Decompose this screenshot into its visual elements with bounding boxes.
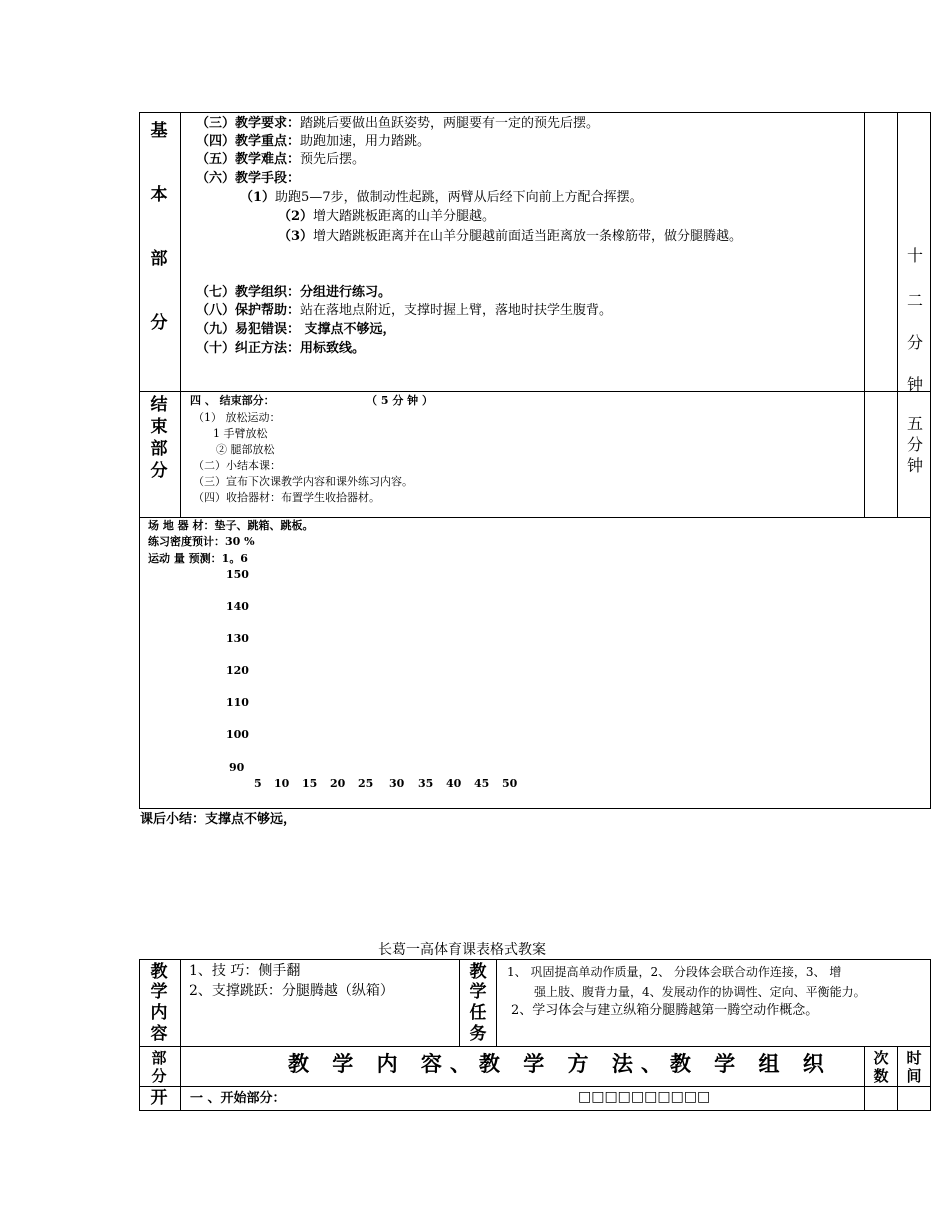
basic-section-char-1: 基 xyxy=(150,121,168,141)
basic-section-char-2: 本 xyxy=(150,185,168,205)
count-label-char-2: 数 xyxy=(873,1067,889,1085)
equipment-line: 场 地 器 材：垫子、跳箱、跳板。 xyxy=(148,519,314,532)
divider-row-header xyxy=(139,1046,931,1047)
end-line-5: （三）宣布下次课教学内容和课外练习内容。 xyxy=(193,475,413,488)
difficulty-line xyxy=(196,151,365,169)
x-tick-10: 10 xyxy=(274,777,290,790)
divider-bottom-task-right xyxy=(496,959,497,1046)
task-label-char-1: 教 xyxy=(469,962,487,982)
y-tick-130: 130 xyxy=(226,632,249,645)
content-item-1: 1、技 巧：侧手翻 xyxy=(189,963,301,979)
count-label-char-1: 次 xyxy=(873,1049,889,1067)
after-class-summary: 课后小结：支撑点不够远， xyxy=(140,812,297,827)
end-time-char-3: 钟 xyxy=(906,456,923,475)
common-error-text: 支撑点不够远， xyxy=(300,322,396,337)
means-item-3 xyxy=(278,228,742,246)
content-label-char-2: 学 xyxy=(150,982,168,1002)
y-tick-120: 120 xyxy=(226,664,249,677)
end-title-time: （ 5 分 钟 ） xyxy=(366,394,433,407)
correction-text: 用标致线。 xyxy=(300,341,366,356)
divider-bottom-label xyxy=(180,959,181,1111)
difficulty-head: （五）教学难点： xyxy=(196,152,301,167)
end-line-2: 1 手臂放松 xyxy=(213,427,268,440)
time-label-char-2: 间 xyxy=(906,1067,922,1085)
end-section-char-3: 部 xyxy=(150,439,168,459)
organization-line xyxy=(196,284,391,302)
organization-text: 分组进行练习。 xyxy=(300,285,392,300)
end-line-3: ② 腿部放松 xyxy=(216,443,275,456)
divider-bottom-time xyxy=(897,1046,898,1111)
y-tick-150: 150 xyxy=(226,568,249,581)
means-line xyxy=(196,170,300,188)
protection-line xyxy=(196,302,612,320)
divider-row-end xyxy=(139,391,931,392)
x-tick-15: 15 xyxy=(302,777,318,790)
y-tick-110: 110 xyxy=(226,696,249,709)
task-line-1: 1、 巩固提高单动作质量，2、 分段体会联合动作连接，3、 增 xyxy=(507,965,842,979)
end-section-char-4: 分 xyxy=(150,461,168,481)
basic-time-char-3: 分 xyxy=(906,333,923,352)
requirement-text: 踏跳后要做出鱼跃姿势，两腿要有一定的预先后摆。 xyxy=(300,116,600,131)
load-line: 运动 量 预测：1。6 xyxy=(148,552,248,565)
divider-col-count xyxy=(864,112,865,517)
start-time-glyphs: □□□□□□□□□□ xyxy=(578,1089,711,1105)
protection-head: （八）保护帮助： xyxy=(196,303,301,318)
density-line: 练习密度预计：30 % xyxy=(148,535,255,548)
divider-bottom-count xyxy=(864,1046,865,1111)
x-tick-5: 5 xyxy=(254,777,262,790)
means-head: （六）教学手段： xyxy=(196,171,301,186)
end-title: 四 、 结束部分： xyxy=(190,394,275,407)
difficulty-text: 预先后摆。 xyxy=(300,152,366,167)
x-tick-30: 30 xyxy=(389,777,405,790)
end-time-char-1: 五 xyxy=(906,414,923,433)
basic-time-char-1: 十 xyxy=(906,246,923,265)
content-label-char-1: 教 xyxy=(150,962,168,982)
correction-line xyxy=(196,340,365,358)
organization-head: （七）教学组织： xyxy=(196,285,301,300)
x-tick-50: 50 xyxy=(502,777,518,790)
end-line-4: （二）小结本课： xyxy=(193,459,281,472)
part-label-char-2: 分 xyxy=(151,1067,167,1085)
end-time-char-2: 分 xyxy=(906,435,923,454)
common-error-line xyxy=(196,321,396,339)
end-section-char-1: 结 xyxy=(150,395,168,415)
task-label-char-4: 务 xyxy=(469,1024,487,1044)
task-label-char-2: 学 xyxy=(469,982,487,1002)
basic-section-char-3: 部 xyxy=(150,249,168,269)
basic-time-char-2: 二 xyxy=(906,291,923,310)
end-line-1: （1） 放松运动： xyxy=(193,411,281,424)
means-item-1-num: （1） xyxy=(240,190,276,205)
content-label-char-3: 内 xyxy=(150,1003,168,1023)
x-tick-20: 20 xyxy=(330,777,346,790)
start-label: 开 xyxy=(150,1088,168,1108)
key-point-line xyxy=(196,133,430,151)
end-section-char-2: 束 xyxy=(150,417,168,437)
divider-bottom-task-left xyxy=(459,959,460,1046)
means-item-2-num: （2） xyxy=(278,209,314,224)
y-tick-100: 100 xyxy=(226,728,249,741)
task-line-2: 强上肢、腹背力量，4、发展动作的协调性、定向、平衡能力。 xyxy=(534,985,866,999)
means-item-1 xyxy=(240,189,643,207)
lesson-plan-title: 长葛一高体育课表格式教案 xyxy=(378,942,546,958)
y-tick-140: 140 xyxy=(226,600,249,613)
requirement-line xyxy=(196,115,599,133)
correction-head: （十）纠正方法： xyxy=(196,341,301,356)
means-item-1-text: 助跑5—7步，做制动性起跳，两臂从后经下向前上方配合挥摆。 xyxy=(275,190,643,205)
means-item-3-num: （3） xyxy=(278,229,314,244)
means-item-2-text: 增大踏跳板距离的山羊分腿越。 xyxy=(313,209,496,224)
time-label-char-1: 时 xyxy=(906,1049,922,1067)
y-tick-90: 90 xyxy=(229,761,245,774)
basic-section-char-4: 分 xyxy=(150,313,168,333)
task-line-3: 2、学习体会与建立纵箱分腿腾越第一腾空动作概念。 xyxy=(511,1003,819,1018)
x-tick-25: 25 xyxy=(358,777,374,790)
x-tick-40: 40 xyxy=(446,777,462,790)
key-point-head: （四）教学重点： xyxy=(196,134,301,149)
content-label-char-4: 容 xyxy=(150,1024,168,1044)
divider-row-start xyxy=(139,1086,931,1087)
key-point-text: 助跑加速，用力踏跳。 xyxy=(300,134,431,149)
part-label-char-1: 部 xyxy=(151,1049,167,1067)
basic-time-char-4: 钟 xyxy=(906,375,923,394)
task-label-char-3: 任 xyxy=(469,1003,487,1023)
requirement-head: （三）教学要求： xyxy=(196,116,301,131)
means-item-2 xyxy=(278,208,495,226)
protection-text: 站在落地点附近，支撑时握上臂，落地时扶学生腹背。 xyxy=(300,303,613,318)
header-main: 教 学 内 容、教 学 方 法、教 学 组 织 xyxy=(288,1051,832,1076)
divider-col-label xyxy=(180,112,181,517)
end-line-6: （四）收拾器材：布置学生收拾器材。 xyxy=(193,491,380,504)
start-text: 一 、开始部分： xyxy=(190,1091,286,1106)
divider-col-time xyxy=(897,112,898,517)
common-error-head: （九）易犯错误： xyxy=(196,322,301,337)
means-item-3-text: 增大踏跳板距离并在山羊分腿越前面适当距离放一条橡筋带，做分腿腾越。 xyxy=(313,229,743,244)
content-item-2: 2、支撑跳跃：分腿腾越（纵箱） xyxy=(189,983,394,999)
x-tick-45: 45 xyxy=(474,777,490,790)
x-tick-35: 35 xyxy=(418,777,434,790)
